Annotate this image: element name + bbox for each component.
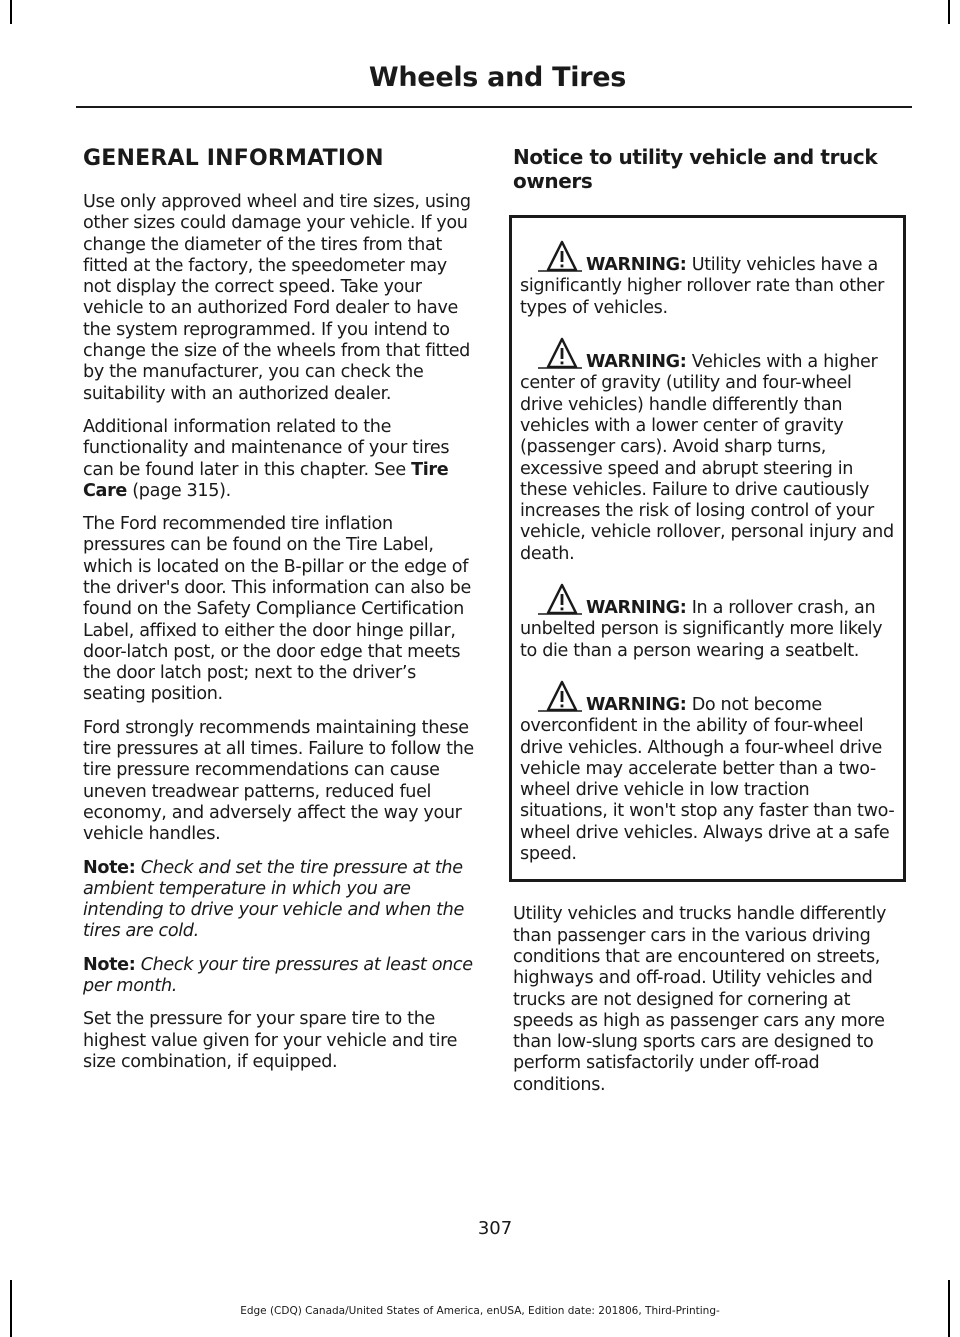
- note-cold-tires: [83, 858, 475, 943]
- warning-center-of-gravity: [520, 335, 895, 565]
- note-text: Check and set the tire pressure at the ambient temperature in which you are intending to drive your vehicle and when the tires are cold.: [83, 857, 464, 942]
- page-title: Wheels and Tires: [368, 62, 626, 93]
- warning-text: Vehicles with a higher center of gravity (utility and four-wheel drive vehicles) handle differently than vehicles with a lower center of gravity (passenger cars). Avoid sharp turns, excessive speed and abrupt steering in these vehicles. Failure to drive cautiously increases the risk of losing control of your vehicle, vehicle rollover, personal injury and death.: [520, 352, 894, 564]
- warning-label: WARNING:: [586, 694, 687, 715]
- paragraph-approved-sizes: Use only approved wheel and tire sizes, using other sizes could damage your vehicle. If you change the diameter of the tires from that fitted at the factory, the speedometer may not display the correct speed. Take your vehicle to an authorized Ford dealer to have the system reprogrammed. If you intend to change the size of the wheels from that fitted by the manufacturer, you can check the suitability with an authorized dealer.: [83, 191, 471, 404]
- crop-mark-top-left: [10, 0, 12, 24]
- note-text: Check your tire pressures at least once per month.: [83, 954, 473, 997]
- note-label: Note:: [83, 954, 136, 975]
- note-label: Note:: [83, 857, 136, 878]
- right-column: [513, 146, 906, 1108]
- crop-mark-top-right: [948, 0, 950, 24]
- warning-triangle-icon: [534, 581, 584, 617]
- note-monthly-check: [83, 955, 475, 998]
- paragraph-additional-information: [83, 417, 475, 502]
- page-reference: (page 315).: [127, 480, 231, 501]
- paragraph-utility-handling: Utility vehicles and trucks handle differently than passenger cars in the various driving conditions that are encountered on streets, highways and off-road. Utility vehicles and trucks are not designed for cornering at speeds as high as passenger cars any more than low-slung sports cars are designed to perform satisfactorily under off-road conditions.: [513, 904, 887, 1095]
- header-rule: [76, 106, 912, 108]
- section-heading-general-information: GENERAL INFORMATION: [83, 146, 384, 171]
- paragraph-inflation-pressures: The Ford recommended tire inflation pressures can be found on the Tire Label, which is located on the B-pillar or the edge of the driver's door. This information can also be found on the Safety Compliance Certification Label, affixed to either the door hinge pillar, door-latch post, or the door edge that meets the door latch post; next to the driver’s seating position.: [83, 514, 471, 705]
- warning-text: Do not become overconfident in the ability of four-wheel drive vehicles. Although a four-wheel drive vehicle may accelerate better than a two-wheel drive vehicle in low traction situations, it won't stop any faster than two-wheel drive vehicles. Always drive at a safe speed.: [520, 694, 895, 865]
- warning-text: In a rollover crash, an unbelted person is significantly more likely to die than a person wearing a seatbelt.: [520, 598, 883, 661]
- page-number: 307: [477, 1218, 513, 1239]
- warning-text: Utility vehicles have a significantly higher rollover rate than other types of vehicles.: [520, 255, 884, 318]
- warning-triangle-icon: [534, 238, 584, 274]
- warning-unbelted: [520, 581, 895, 662]
- warning-triangle-icon: [534, 678, 584, 714]
- warning-label: WARNING:: [586, 352, 687, 373]
- paragraph-maintain-pressures: Ford strongly recommends maintaining these tire pressures at all times. Failure to follow the tire pressure recommendations can cause uneven treadwear patterns, reduced fuel economy, and adversely affect the way your vehicle handles.: [83, 717, 474, 845]
- footer-edition-info: Edge (CDQ) Canada/United States of America, enUSA, Edition date: 201806, Third-Printing-: [240, 1305, 720, 1317]
- warning-label: WARNING:: [586, 598, 687, 619]
- warning-four-wheel-drive: [520, 678, 895, 865]
- warning-box: [509, 215, 906, 882]
- paragraph-additional-text: Additional information related to the functionality and maintenance of your tires can be found later in this chapter. See: [83, 416, 450, 480]
- warning-label: WARNING:: [586, 255, 687, 276]
- left-column: [83, 146, 475, 1085]
- tire-care-link[interactable]: Tire Care: [83, 459, 449, 501]
- warning-rollover-rate: [520, 238, 895, 319]
- paragraph-spare-tire: Set the pressure for your spare tire to the highest value given for your vehicle and tire size combination, if equipped.: [83, 1009, 458, 1072]
- section-heading-utility-vehicle-notice: Notice to utility vehicle and truck owners: [513, 145, 878, 193]
- warning-triangle-icon: [534, 335, 584, 371]
